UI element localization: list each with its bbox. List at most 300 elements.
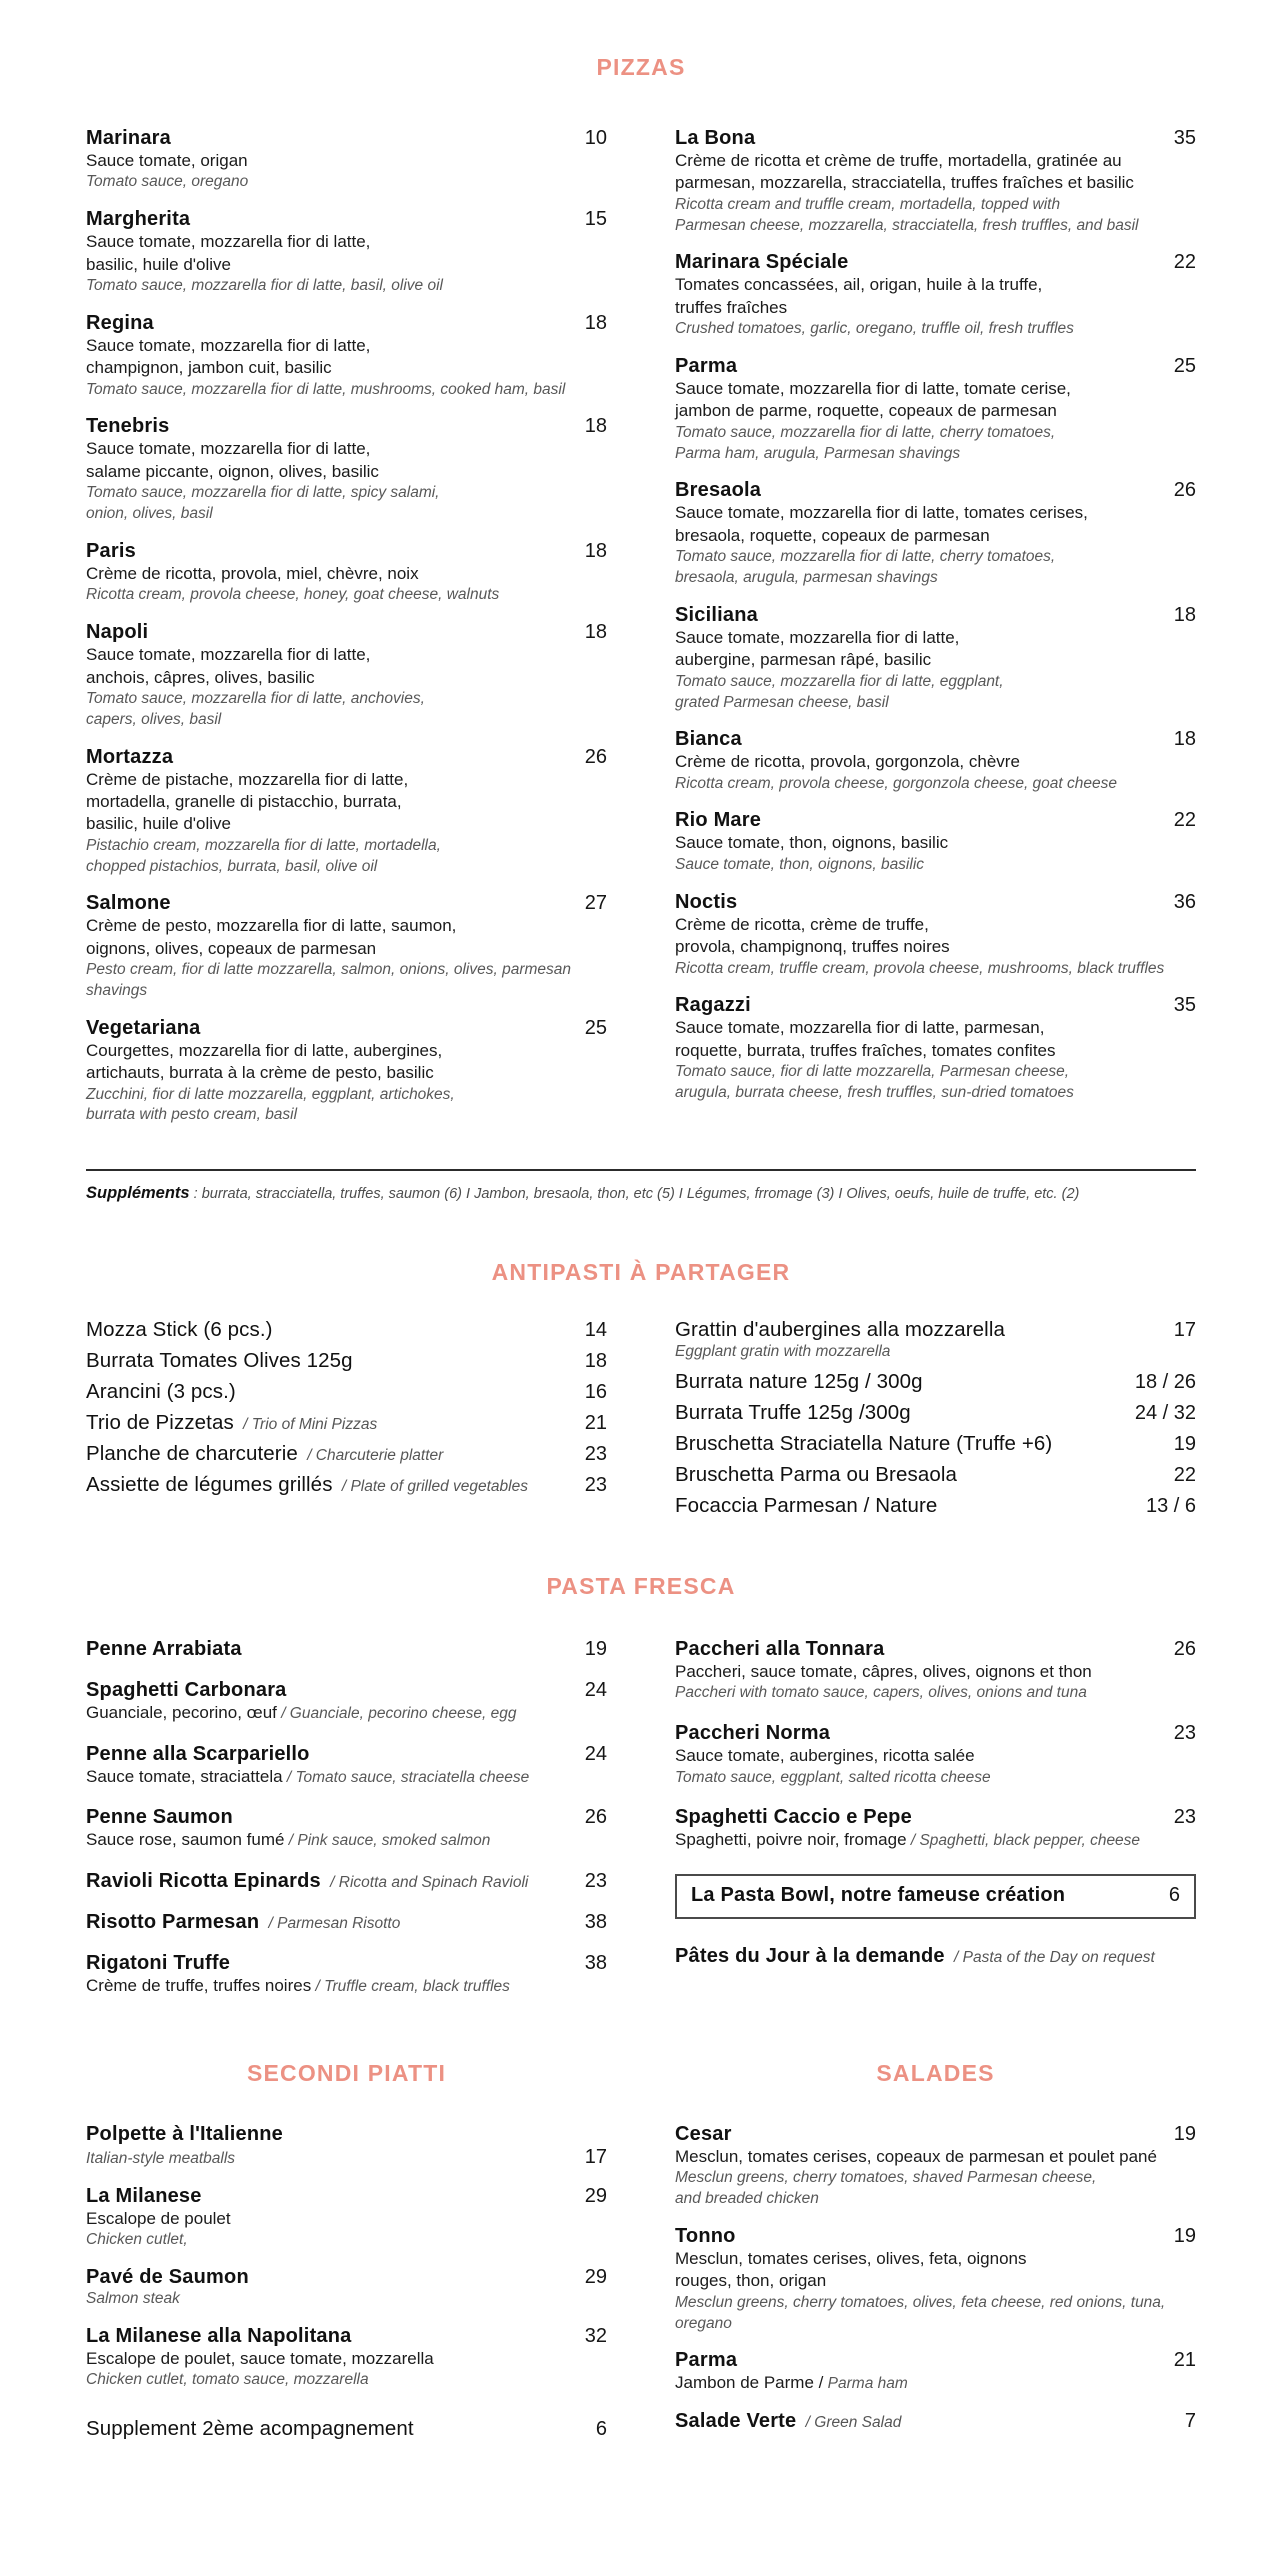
item-name: Burrata Truffe 125g /300g — [675, 1400, 911, 1424]
item-title-line — [86, 208, 607, 231]
item-desc-fr: Crème de truffe, truffes noires — [86, 1976, 312, 1996]
item-price: 19 — [1173, 1432, 1196, 1455]
item-name: Penne Saumon — [86, 1806, 233, 1829]
item-desc-fr: salame piccante, oignon, olives, basilic — [86, 461, 379, 481]
pizzas-columns — [86, 127, 1196, 1141]
item-desc-en: Parma ham, arugula, Parmesan shavings — [675, 444, 961, 462]
menu-item — [86, 1473, 607, 1497]
item-title-line — [86, 2325, 607, 2348]
item-title-line — [86, 1380, 607, 1404]
item-desc-fr: artichauts, burrata à la crème de pesto, basilic — [86, 1063, 434, 1083]
item-name-wrap — [86, 892, 171, 915]
item-title-line — [86, 746, 607, 769]
item-desc-en: Pesto cream, fior di latte mozzarella, salmon, onions, olives, parmesan — [86, 961, 572, 979]
section-title-antipasti: ANTIPASTI À PARTAGER — [491, 1259, 791, 1286]
item-price: 7 — [1184, 2410, 1196, 2433]
menu-item — [675, 479, 1196, 588]
item-desc-mixed — [675, 1829, 1196, 1852]
item-desc-fr: Sauce tomate, origan — [86, 151, 248, 170]
item-title-line — [675, 2349, 1196, 2372]
item-desc-en: capers, olives, basil — [86, 710, 222, 728]
menu-item — [86, 540, 607, 606]
item-desc-en: Mesclun greens, cherry tomatoes, shaved Parmesan cheese, — [675, 2169, 1097, 2187]
menu-item — [675, 1401, 1196, 1425]
item-name: Vegetariana — [86, 1016, 201, 1039]
item-desc-en: Parmesan cheese, mozzarella, stracciatella, fresh truffles, and basil — [675, 216, 1139, 234]
item-title-line — [675, 2123, 1196, 2146]
item-title-line — [675, 479, 1196, 502]
item-desc-fr: Mesclun, tomates cerises, copeaux de parmesan et poulet pané — [675, 2146, 1157, 2166]
item-price: 26 — [584, 745, 607, 768]
menu-item — [86, 1442, 607, 1466]
item-desc-en: grated Parmesan cheese, basil — [675, 693, 889, 711]
item-price: 27 — [584, 892, 607, 915]
menu-item — [86, 1952, 607, 1998]
item-name: La Milanese — [86, 2184, 202, 2207]
item-desc-en: and breaded chicken — [675, 2190, 819, 2208]
item-title-line — [86, 1806, 607, 1829]
menu-item — [675, 604, 1196, 713]
item-price: 18 — [584, 1350, 607, 1373]
item-name-wrap — [86, 1806, 233, 1829]
item-title-line — [86, 2185, 607, 2208]
item-name-wrap — [675, 2123, 732, 2146]
item-price: 21 — [1173, 2349, 1196, 2372]
item-name-translation: / Parmesan Risotto — [264, 1915, 401, 1933]
item-name-wrap — [86, 208, 190, 231]
item-name-wrap — [86, 2266, 249, 2289]
item-title-line — [86, 1473, 607, 1497]
item-name: Rigatoni Truffe — [86, 1952, 231, 1975]
item-name: Paccheri Norma — [675, 1722, 831, 1745]
item-name: Burrata Tomates Olives 125g — [86, 1349, 353, 1373]
item-name-wrap — [86, 1349, 353, 1373]
menu-item — [86, 1349, 607, 1373]
item-price: 24 / 32 — [1134, 1401, 1196, 1424]
item-desc-en: oregano — [675, 2314, 732, 2332]
item-name: Trio de Pizzetas — [86, 1411, 234, 1435]
item-name-wrap — [86, 1870, 528, 1893]
item-title-line — [675, 809, 1196, 832]
item-price: 18 — [1173, 728, 1196, 751]
menu-item — [675, 2225, 1196, 2334]
item-name-wrap — [675, 127, 755, 150]
item-title-line — [675, 2225, 1196, 2248]
item-desc-en: chopped pistachios, burrata, basil, olive oil — [86, 857, 378, 875]
item-name-wrap — [675, 1432, 1052, 1456]
item-desc-fr: bresaola, roquette, copeaux de parmesan — [675, 525, 990, 545]
item-title-line — [675, 891, 1196, 914]
item-name-wrap — [86, 1442, 443, 1466]
supplements-label: Suppléments — [86, 1184, 190, 1203]
item-title-line — [675, 127, 1196, 150]
item-desc-en: arugula, burrata cheese, fresh truffles, sun-dried tomatoes — [675, 1083, 1074, 1101]
item-price: 29 — [584, 2184, 607, 2207]
item-desc-fr: basilic, huile d'olive — [86, 814, 231, 834]
item-desc-en: Ricotta cream, provola cheese, gorgonzola cheese, goat cheese — [675, 774, 1118, 792]
item-name: Noctis — [675, 890, 738, 913]
item-name: Bruschetta Parma ou Bresaola — [675, 1462, 957, 1486]
secondi-column — [86, 2016, 607, 2456]
item-title-line — [86, 312, 607, 335]
item-desc-en: shavings — [86, 981, 148, 999]
item-price: 6 — [595, 2417, 607, 2440]
menu-item — [86, 746, 607, 878]
item-desc-fr: Guanciale, pecorino, œuf — [86, 1702, 277, 1722]
item-name: Ragazzi — [675, 994, 751, 1017]
item-price: 6 — [1168, 1884, 1180, 1907]
item-name-wrap — [675, 2410, 901, 2433]
item-title-line — [86, 1318, 607, 1342]
item-desc-en: Italian-style meatballs — [86, 2149, 236, 2167]
item-price: 22 — [1173, 809, 1196, 832]
menu-item — [86, 312, 607, 401]
item-price: 18 — [1173, 603, 1196, 626]
item-desc-fr: Sauce tomate, aubergines, ricotta salée — [675, 1746, 975, 1766]
pizzas-left-column — [86, 127, 607, 1141]
item-desc-fr: Paccheri, sauce tomate, câpres, olives, oignons et thon — [675, 1661, 1092, 1681]
item-name: Tonno — [675, 2224, 736, 2247]
item-desc-fr: Escalope de poulet, sauce tomate, mozzarella — [86, 2348, 434, 2368]
item-name: Penne alla Scarpariello — [86, 1742, 310, 1765]
item-desc-en: Tomato sauce, mozzarella fior di latte, anchovies, — [86, 689, 425, 707]
item-desc-fr: Crème de ricotta, crème de truffe, — [675, 914, 929, 934]
section-title-pizzas: PIZZAS — [596, 54, 686, 80]
item-price: 25 — [1173, 355, 1196, 378]
item-name-translation: / Ricotta and Spinach Ravioli — [325, 1874, 529, 1892]
item-name: La Bona — [675, 127, 756, 149]
item-name-wrap — [86, 540, 136, 563]
item-name: Arancini (3 pcs.) — [86, 1380, 236, 1404]
item-price: 23 — [584, 1443, 607, 1466]
item-name-wrap — [86, 312, 154, 335]
menu-item — [86, 2417, 607, 2441]
pasta-columns — [86, 1638, 1196, 2016]
item-name-wrap — [675, 1722, 830, 1745]
item-name: La Milanese alla Napolitana — [86, 2324, 352, 2347]
item-desc-fr: parmesan, mozzarella, stracciatella, truffes fraîches et basilic — [675, 173, 1134, 193]
item-price: 38 — [584, 1911, 607, 1934]
item-price: 25 — [584, 1016, 607, 1039]
item-desc-fr: Sauce tomate, mozzarella fior di latte, — [86, 645, 371, 665]
item-name-wrap — [86, 2185, 202, 2208]
item-name-wrap — [86, 1743, 310, 1766]
item-name-wrap — [86, 415, 169, 438]
item-title-line — [86, 1743, 607, 1766]
item-name: Salade Verte — [675, 2410, 797, 2433]
menu-item — [675, 127, 1196, 236]
item-title-line — [675, 604, 1196, 627]
item-title-line — [86, 1638, 607, 1661]
item-title-line — [86, 2266, 607, 2289]
menu-item — [675, 1945, 1196, 1968]
item-desc-mixed — [86, 1829, 607, 1852]
item-name: Bruschetta Straciatella Nature (Truffe +6) — [675, 1431, 1053, 1455]
item-desc-en: / Truffle cream, black truffles — [311, 1978, 510, 1996]
item-price: 17 — [1173, 1319, 1196, 1342]
item-desc-fr: oignons, olives, copeaux de parmesan — [86, 938, 377, 958]
item-desc-fr: Crème de pesto, mozzarella fior di latte, saumon, — [86, 916, 457, 936]
supplements-text: : burrata, stracciatella, truffes, saumon (6) I Jambon, bresaola, thon, etc (5) I Légumes, frromage (3) I Olives, oeufs, huile de truffe, etc. (2) — [189, 1186, 1080, 1203]
item-name: Risotto Parmesan — [86, 1911, 260, 1934]
item-name: Margherita — [86, 208, 191, 231]
item-desc-en: / Tomato sauce, straciatella cheese — [282, 1768, 530, 1786]
item-name-wrap — [675, 251, 849, 274]
item-title-line — [86, 1411, 607, 1435]
item-name-wrap — [675, 1638, 884, 1661]
item-price: 13 / 6 — [1145, 1494, 1196, 1517]
item-name-wrap — [86, 1952, 230, 1975]
item-name: Mozza Stick (6 pcs.) — [86, 1318, 273, 1342]
item-title-line — [675, 1806, 1196, 1829]
item-desc-en-row — [86, 2146, 607, 2170]
item-price: 32 — [584, 2324, 607, 2347]
item-desc-fr: Sauce tomate, mozzarella fior di latte, tomate cerise, — [675, 379, 1071, 399]
item-name: Ravioli Ricotta Epinards — [86, 1870, 321, 1893]
antipasti-right-column — [675, 1318, 1196, 1525]
item-desc-fr: anchois, câpres, olives, basilic — [86, 667, 315, 687]
item-name: Bresaola — [675, 479, 762, 502]
item-title-line — [675, 994, 1196, 1017]
item-name-translation: / Pasta of the Day on request — [949, 1949, 1155, 1967]
menu-item — [675, 1874, 1196, 1919]
item-desc-en: Tomato sauce, mozzarella fior di latte, eggplant, — [675, 672, 1004, 690]
item-desc-en: Parma ham — [823, 2375, 908, 2393]
item-title-line — [86, 2123, 607, 2146]
item-desc-en: onion, olives, basil — [86, 505, 213, 523]
item-price: 10 — [584, 127, 607, 149]
item-desc-en: Paccheri with tomato sauce, capers, olives, onions and tuna — [675, 1684, 1087, 1702]
menu-item — [86, 621, 607, 730]
item-name-wrap — [86, 1473, 528, 1497]
item-desc-en: Tomato sauce, fior di latte mozzarella, Parmesan cheese, — [675, 1063, 1070, 1081]
item-title-line — [675, 1638, 1196, 1661]
item-name-wrap — [675, 479, 761, 502]
item-title-line — [86, 127, 607, 150]
item-title-line — [86, 1911, 607, 1934]
menu-item — [86, 892, 607, 1001]
menu-item — [86, 2185, 607, 2251]
item-title-line — [675, 1722, 1196, 1745]
item-desc-fr: Sauce tomate, mozzarella fior di latte, — [86, 335, 371, 355]
item-desc-fr: rouges, thon, origan — [675, 2271, 827, 2291]
item-name-wrap — [675, 891, 737, 914]
menu-item — [675, 2410, 1196, 2433]
item-desc-fr: champignon, jambon cuit, basilic — [86, 358, 332, 378]
item-desc-en: Ricotta cream, truffle cream, provola cheese, mushrooms, black truffles — [675, 959, 1165, 977]
item-name: Parma — [675, 355, 738, 378]
menu-item — [675, 251, 1196, 340]
item-title-line — [86, 1679, 607, 1702]
item-name: Salmone — [86, 892, 171, 915]
item-price: 18 / 26 — [1134, 1370, 1196, 1393]
item-name: Pâtes du Jour à la demande — [675, 1945, 945, 1968]
item-desc-en: Tomato sauce, mozzarella fior di latte, spicy salami, — [86, 484, 440, 502]
item-price: 19 — [584, 1637, 607, 1660]
item-name-wrap — [675, 355, 737, 378]
menu-item — [675, 355, 1196, 464]
item-desc-fr: Jambon de Parme / — [675, 2373, 824, 2393]
menu-item — [675, 1722, 1196, 1788]
item-desc-en: / Guanciale, pecorino cheese, egg — [276, 1704, 517, 1722]
item-title-line — [86, 892, 607, 915]
item-desc-fr: Escalope de poulet — [86, 2208, 231, 2228]
item-name-wrap — [86, 127, 171, 150]
item-name-wrap — [86, 621, 148, 644]
item-name-translation: / Green Salad — [801, 2414, 902, 2432]
item-price: 19 — [1173, 2122, 1196, 2145]
item-desc-fr: Sauce tomate, thon, oignons, basilic — [675, 833, 949, 853]
item-price: 38 — [584, 1952, 607, 1975]
item-desc-fr: Spaghetti, poivre noir, fromage — [675, 1830, 907, 1850]
item-title-line — [86, 2417, 607, 2441]
item-desc-fr: Sauce tomate, mozzarella fior di latte, — [86, 232, 371, 252]
item-title-line — [86, 1349, 607, 1373]
menu-item — [86, 1679, 607, 1725]
item-desc-fr: mortadella, granelle di pistacchio, burrata, — [86, 791, 402, 811]
item-name: Marinara Spéciale — [675, 251, 849, 274]
item-desc-en: / Pink sauce, smoked salmon — [284, 1832, 491, 1850]
item-price: 35 — [1173, 127, 1196, 149]
salades-column — [675, 2016, 1196, 2448]
item-desc-en: Mesclun greens, cherry tomatoes, olives, feta cheese, red onions, tuna, — [675, 2293, 1166, 2311]
item-desc-en: bresaola, arugula, parmesan shavings — [675, 569, 938, 587]
item-price: 23 — [1173, 1722, 1196, 1745]
item-price: 22 — [1173, 251, 1196, 274]
menu-item — [86, 1870, 607, 1893]
item-name-wrap — [86, 1638, 242, 1661]
item-name-wrap — [675, 2349, 737, 2372]
item-desc-fr: jambon de parme, roquette, copeaux de parmesan — [675, 401, 1057, 421]
salades-items — [675, 2123, 1196, 2433]
item-price: 18 — [584, 311, 607, 334]
item-desc-fr: roquette, burrata, truffes fraîches, tomates confites — [675, 1040, 1056, 1060]
menu-item — [86, 1017, 607, 1126]
item-name-wrap — [675, 1494, 937, 1518]
item-name: Rio Mare — [675, 809, 762, 832]
menu-item — [86, 2266, 607, 2310]
item-desc-mixed — [86, 1702, 607, 1725]
antipasti-columns — [86, 1318, 1196, 1525]
item-desc-en: Salmon steak — [86, 2289, 180, 2307]
item-name-wrap — [86, 1911, 400, 1934]
menu-item — [86, 1318, 607, 1342]
pizzas-right-column — [675, 127, 1196, 1119]
item-name: Supplement 2ème acompagnement — [86, 2416, 414, 2440]
item-price: 21 — [584, 1412, 607, 1435]
item-desc-mixed — [675, 2372, 1196, 2395]
item-name: Tenebris — [86, 415, 170, 438]
menu-item — [86, 127, 607, 193]
item-title-line — [86, 1952, 607, 1975]
item-name-wrap — [675, 2225, 736, 2248]
item-price: 29 — [584, 2265, 607, 2288]
item-desc-en: Ricotta cream and truffle cream, mortadella, topped with — [675, 195, 1061, 213]
item-title-line — [675, 1494, 1196, 1518]
item-desc-en: Tomato sauce, mozzarella fior di latte, mushrooms, cooked ham, basil — [86, 380, 566, 398]
menu-item — [86, 2325, 607, 2391]
item-price: 18 — [584, 621, 607, 644]
menu-item — [675, 1370, 1196, 1394]
menu-item — [86, 208, 607, 297]
item-desc-fr: Courgettes, mozzarella fior di latte, aubergines, — [86, 1040, 443, 1060]
item-price: 24 — [584, 1742, 607, 1765]
item-name: La Pasta Bowl, notre fameuse création — [691, 1884, 1066, 1907]
item-title-line — [675, 1401, 1196, 1425]
item-name-wrap — [675, 1806, 912, 1829]
menu-item — [675, 809, 1196, 875]
item-title-line — [675, 1463, 1196, 1487]
item-name: Paris — [86, 539, 136, 562]
item-name: Spaghetti Carbonara — [86, 1678, 287, 1701]
item-desc-fr: Sauce tomate, straciattela — [86, 1766, 283, 1786]
item-name: Siciliana — [675, 603, 758, 626]
item-title-line — [86, 621, 607, 644]
item-name: Planche de charcuterie — [86, 1442, 298, 1466]
item-price: 18 — [584, 539, 607, 562]
item-title-line — [675, 251, 1196, 274]
menu-item — [675, 1494, 1196, 1518]
item-desc-en: Ricotta cream, provola cheese, honey, goat cheese, walnuts — [86, 586, 500, 604]
menu-item — [675, 2123, 1196, 2210]
item-name: Polpette à l'Italienne — [86, 2122, 283, 2145]
item-title-line — [86, 540, 607, 563]
item-desc-fr: provola, champignonq, truffes noires — [675, 937, 950, 957]
item-name: Marinara — [86, 127, 171, 149]
item-desc-en: Tomato sauce, eggplant, salted ricotta cheese — [675, 1768, 991, 1786]
item-title-line — [675, 1318, 1196, 1342]
menu-item — [86, 1911, 607, 1934]
item-desc-en: burrata with pesto cream, basil — [86, 1106, 298, 1124]
menu-item — [675, 1638, 1196, 1704]
item-name: Grattin d'aubergines alla mozzarella — [675, 1318, 1005, 1342]
item-desc-fr: Crème de ricotta et crème de truffe, mortadella, gratinée au — [675, 151, 1122, 170]
item-name-wrap — [675, 1370, 923, 1394]
item-name-wrap — [86, 2417, 414, 2441]
section-title-pasta: PASTA FRESCA — [546, 1572, 736, 1599]
item-desc-mixed — [86, 1975, 607, 1998]
item-name-wrap — [675, 604, 758, 627]
item-name-wrap — [675, 1945, 1155, 1968]
secondi-items — [86, 2123, 607, 2441]
item-price: 15 — [584, 208, 607, 231]
item-name-translation: / Charcuterie platter — [302, 1447, 444, 1465]
item-title-line — [675, 355, 1196, 378]
item-price: 23 — [1173, 1806, 1196, 1829]
item-name: Assiette de légumes grillés — [86, 1473, 333, 1497]
item-desc-en: Chicken cutlet, — [86, 2231, 188, 2249]
pasta-left-column — [86, 1638, 607, 2016]
item-price: 14 — [584, 1319, 607, 1342]
section-title-salades: SALADES — [876, 2059, 995, 2086]
item-desc-en: Chicken cutlet, tomato sauce, mozzarella — [86, 2371, 369, 2389]
item-desc-en: Pistachio cream, mozzarella fior di latte, mortadella, — [86, 836, 441, 854]
menu-item — [675, 728, 1196, 794]
item-desc-fr: aubergine, parmesan râpé, basilic — [675, 650, 932, 670]
item-desc-fr: Sauce tomate, mozzarella fior di latte, — [86, 439, 371, 459]
menu-item — [675, 1806, 1196, 1852]
item-desc-fr: truffes fraîches — [675, 297, 788, 317]
item-price: 16 — [584, 1381, 607, 1404]
pasta-right-column — [675, 1638, 1196, 1986]
menu-item — [675, 1318, 1196, 1363]
item-name-wrap — [86, 2325, 352, 2348]
item-name: Bianca — [675, 728, 742, 751]
item-price: 35 — [1173, 994, 1196, 1017]
menu-item — [675, 2349, 1196, 2395]
item-price: 24 — [584, 1678, 607, 1701]
item-title-line — [675, 728, 1196, 751]
